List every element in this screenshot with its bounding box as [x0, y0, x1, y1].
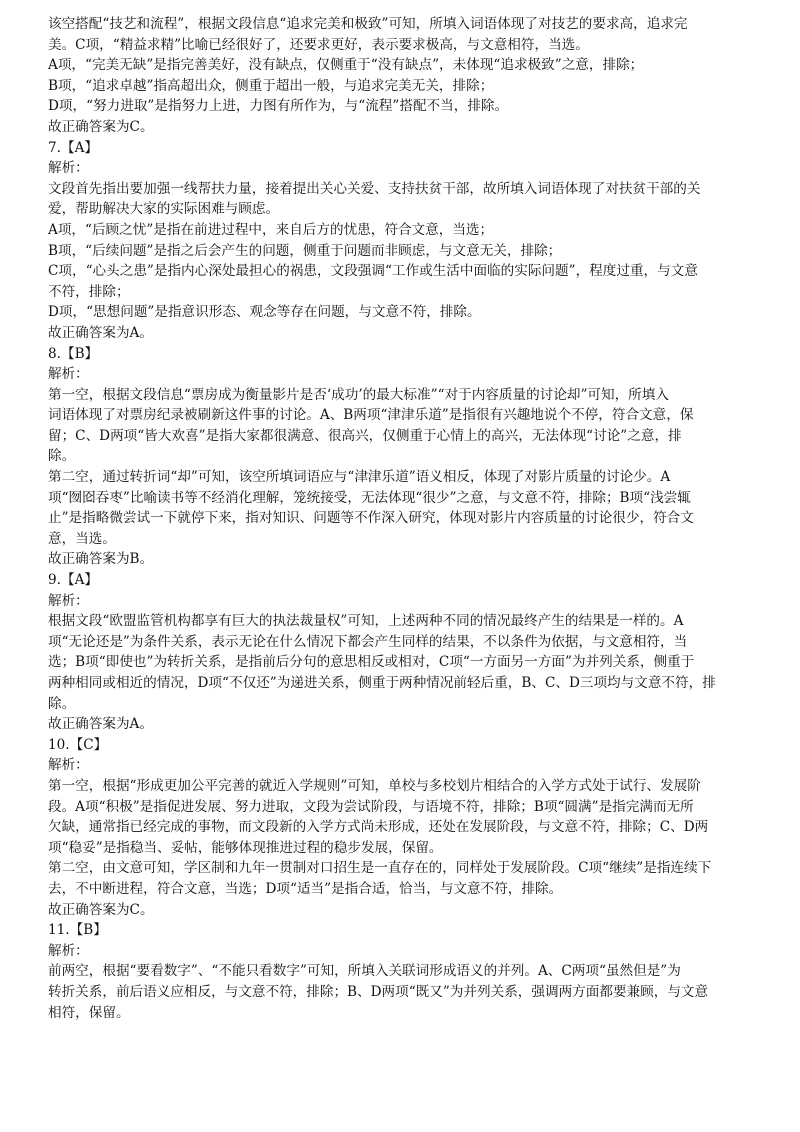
text-line: 前两空，根据“要看数字”、“不能只看数字”可知，所填入关联词形成语义的并列。A、C两项“虽然但是”为 [48, 963, 681, 980]
text-line: 故正确答案为C。 [48, 901, 154, 918]
text-line: 项“稳妥”是指稳当、妥帖，能够体现推进过程的稳步发展，保留。 [48, 839, 443, 856]
text-line: 欠缺，通常指已经完成的事物，而文段新的入学方式尚未形成，还处在发展阶段，与文意不符，排除；C、D两 [48, 819, 709, 836]
text-line: 相符，保留。 [48, 1004, 130, 1021]
text-line: 转折关系，前后语义应相反，与文意不符，排除；B、D两项“既又”为并列关系，强调两方面都要兼顾，与文意 [48, 983, 709, 1000]
text-line: 7.【A】 [48, 139, 98, 156]
text-line: 除。 [48, 448, 76, 465]
text-line: 解析： [48, 592, 89, 609]
text-line: 两种相同或相近的情况，D项“不仅还”为递进关系，侧重于两种情况前轻后重，B、C、D三项均与文意不符，排 [48, 675, 716, 691]
answer-explanation-document [48, 14, 760, 1023]
text-line: 爱，帮助解决大家的实际困难与顾虑。 [48, 201, 280, 218]
text-line: 9.【A】 [48, 572, 98, 589]
text-line: 止”是指略微尝试一下就停下来，指对知识、问题等不作深入研究，体现对影片内容质量的讨论很少，符合文 [48, 510, 694, 527]
text-line: 8.【B】 [48, 345, 99, 362]
text-line: 文段首先指出要加强一线帮扶力量，接着提出关心关爱、支持扶贫干部，故所填入词语体现了对扶贫干部的关 [48, 180, 701, 197]
text-line: 第一空，根据“形成更加公平完善的就近入学规则”可知，单校与多校划片相结合的入学方式处于试行、发展阶 [48, 777, 701, 794]
text-line: 该空搭配“技艺和流程”，根据文段信息“追求完美和极致”可知，所填入词语体现了对技艺的要求高，追求完 [48, 16, 688, 32]
text-line: B项，“后续问题”是指之后会产生的问题，侧重于问题而非顾虑，与文意无关，排除； [48, 242, 562, 259]
text-line: C项，“心头之患”是指内心深处最担心的祸患，文段强调“工作或生活中面临的实际问题”，程度过重，与文意 [48, 263, 698, 280]
text-line: 美。C项，“精益求精”比喻已经很好了，还要求更好，表示要求极高，与文意相符，当选。 [48, 36, 589, 53]
text-line: 不符，排除； [48, 283, 130, 300]
text-line: 段。A项“积极”是指促进发展、努力进取，文段为尝试阶段，与语境不符，排除；B项“圆满”是指完满而无所 [48, 798, 694, 815]
text-line: 留；C、D两项“皆大欢喜”是指大家都很满意、很高兴，仅侧重于心情上的高兴，无法体现“讨论”之意，排 [48, 427, 682, 444]
text-line: D项，“努力进取”是指努力上进，力图有所作为，与“流程”搭配不当，排除。 [48, 98, 509, 115]
text-line: 解析： [48, 160, 89, 177]
text-line: 项“无论还是”为条件关系，表示无论在什么情况下都会产生同样的结果，不以条件为依据，与文意相符，当 [48, 633, 688, 650]
text-line: 第二空，由文意可知，学区制和九年一贯制对口招生是一直存在的，同样处于发展阶段。C项“继续”是指连续下 [48, 860, 712, 877]
text-line: 解析： [48, 366, 89, 383]
text-line: 意，当选。 [48, 530, 116, 547]
text-line: 解析： [48, 942, 89, 959]
text-line: 根据文段“欧盟监管机构都享有巨大的执法裁量权”可知，上述两种不同的情况最终产生的结果是一样的。A [48, 613, 684, 630]
text-line: 故正确答案为A。 [48, 716, 153, 733]
text-line: 词语体现了对票房纪录被刷新这件事的讨论。A、B两项“津津乐道”是指很有兴趣地说个不停，符合文意，保 [48, 407, 694, 424]
text-line: 第二空，通过转折词“却”可知，该空所填词语应与“津津乐道”语义相反，体现了对影片质量的讨论少。A [48, 469, 671, 486]
text-line: A项，“后顾之忧”是指在前进过程中，来自后方的忧患，符合文意，当选； [48, 221, 494, 238]
text-line: 去，不中断进程，符合文意，当选；D项“适当”是指合适，恰当，与文意不符，排除。 [48, 880, 563, 897]
text-line: D项，“思想问题”是指意识形态、观念等存在问题，与文意不符，排除。 [48, 304, 481, 321]
text-line: 故正确答案为B。 [48, 551, 154, 568]
text-line: 10.【C】 [48, 736, 108, 753]
text-line: 项“囫囵吞枣”比喻读书等不经消化理解，笼统接受，无法体现“很少”之意，与文意不符，排除；B项“浅尝辄 [48, 489, 691, 506]
text-line: 解析： [48, 757, 89, 774]
text-line: 除。 [48, 695, 76, 712]
text-line: 故正确答案为C。 [48, 118, 154, 135]
text-line: 选；B项“即使也”为转折关系，是指前后分句的意思相反或相对，C项“一方面另一方面”为并列关系，侧重于 [48, 654, 695, 671]
text-line: 第一空，根据文段信息“票房成为衡量影片是否‘成功’的最大标准”“对于内容质量的讨论却”可知，所填入 [48, 386, 669, 403]
text-line: 故正确答案为A。 [48, 324, 153, 341]
text-line: B项，“追求卓越”指高超出众，侧重于超出一般，与追求完美无关，排除； [48, 77, 494, 94]
text-line: A项，“完美无缺”是指完善美好，没有缺点，仅侧重于“没有缺点”，未体现“追求极致”之意，排除； [48, 57, 644, 74]
text-line: 11.【B】 [48, 922, 107, 939]
